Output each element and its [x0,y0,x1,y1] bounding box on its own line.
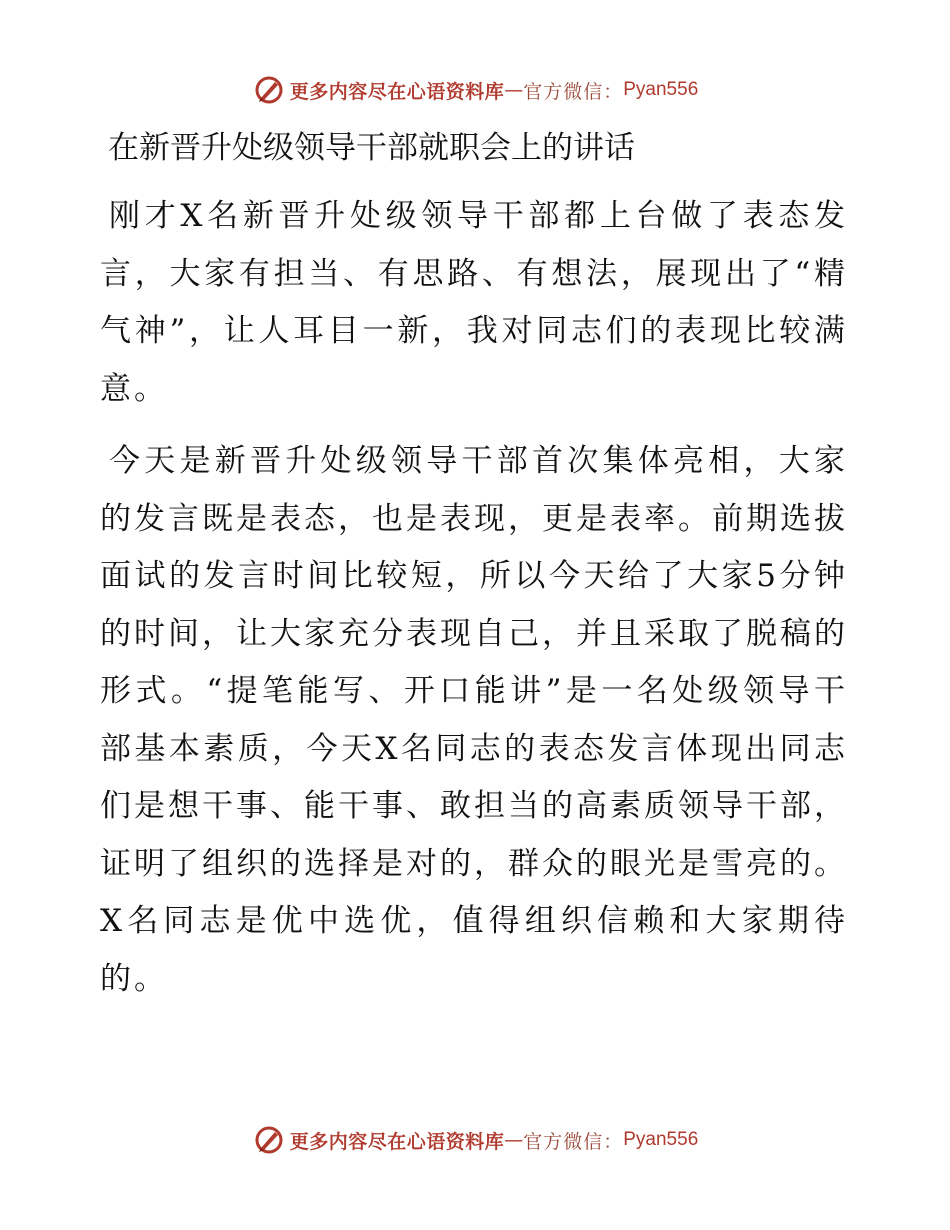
watermark-site-text: 更多内容尽在心语资料库 [289,1130,505,1153]
document-title: 在新晋升处级领导干部就职会上的讲话 [108,130,635,166]
watermark-site-text: 更多内容尽在心语资料库 [289,80,505,103]
document-body [100,120,848,1008]
header-watermark [0,70,950,110]
pen-logo-icon [252,73,286,107]
watermark-official-label: 官方微信： [523,80,624,103]
watermark-wechat-id: Pyan556 [623,1129,699,1150]
watermark-official-label: 官方微信： [523,1130,624,1153]
paragraph-2: 今天是新晋升处级领导干部首次集体亮相，大家的发言既是表态，也是表现，更是表率。前期选拔面试的发言时间比较短，所以今天给了大家5分钟的时间，让大家充分表现自己，并且采取了脱稿的形式。“提笔能写、开口能讲”是一名处级领导干部基本素质，今天X名同志的表态发言体现出同志们是想干事、能干事、敢担当的高素质领导干部，证明了组织的选择是对的，群众的眼光是雪亮的。X名同志是优中选优，值得组织信赖和大家期待的。 [100,443,848,997]
paragraph-1: 刚才X名新晋升处级领导干部都上台做了表态发言，大家有担当、有思路、有想法，展现出了“精气神”，让人耳目一新，我对同志们的表现比较满意。 [100,198,848,407]
watermark-dash: — [504,79,524,101]
watermark-wechat-id: Pyan556 [623,79,699,100]
watermark-dash: — [504,1129,524,1151]
pen-logo-icon [252,1123,286,1157]
footer-watermark [0,1120,950,1160]
